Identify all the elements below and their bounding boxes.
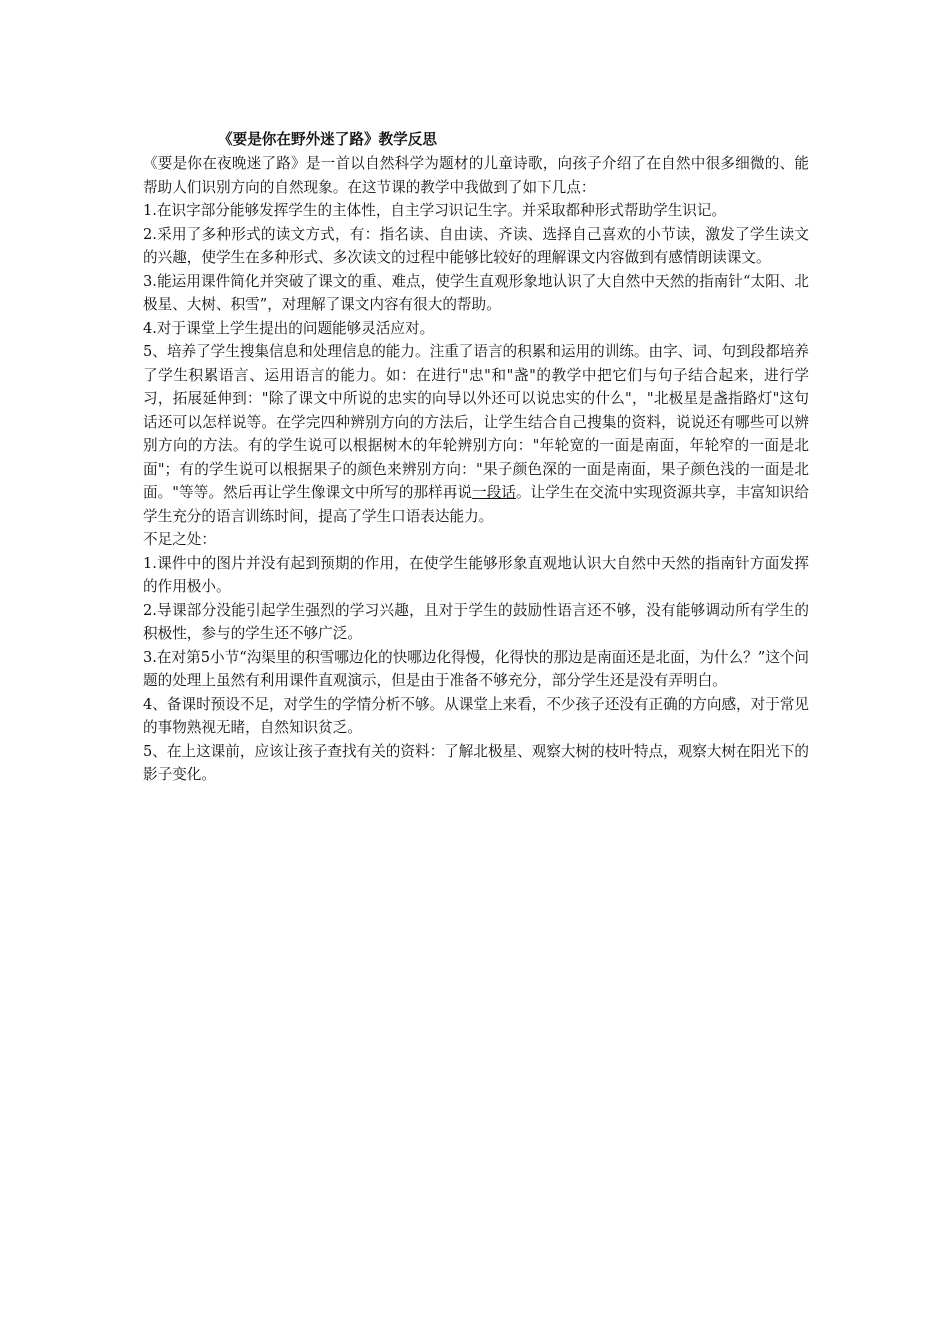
shortcoming-5: 5、在上这课前，应该让孩子查找有关的资料：了解北极星、观察大树的枝叶特点，观察大树在阳光下的影子变化。 [143, 742, 810, 783]
point-4: 4.对于课堂上学生提出的问题能够灵活应对。 [143, 319, 435, 337]
document-title: 《要是你在野外迷了路》教学反思 [218, 131, 437, 148]
point-2: 2.采用了多种形式的读文方式，有：指名读、自由读、齐读、选择自己喜欢的小节读，激发了学生读文的兴趣，使学生在多种形式、多次读文的过程中能够比较好的理解课文内容做到有感情朗读课文。 [143, 225, 809, 266]
point-5-text-b: 。让学生在交流中实现资源共享，丰富知识给学生充分的语言训练时间，提高了学生口语表达能力。 [143, 484, 809, 525]
shortcoming-2: 2.导课部分没能引起学生强烈的学习兴趣，且对于学生的鼓励性语言还不够，没有能够调动所有学生的积极性，参与的学生还不够广泛。 [143, 601, 809, 642]
document-body [143, 128, 809, 787]
shortcoming-1: 1.课件中的图片并没有起到预期的作用，在使学生能够形象直观地认识大自然中天然的指南针方面发挥的作用极小。 [143, 554, 809, 595]
shortcomings-heading: 不足之处： [143, 531, 216, 548]
shortcoming-3: 3.在对第5小节“沟渠里的积雪哪边化的快哪边化得慢，化得快的那边是南面还是北面，为什么？”这个问题的处理上虽然有利用课件直观演示，但是由于准备不够充分，部分学生还是没有弄明白。 [143, 648, 809, 689]
shortcoming-4: 4、备课时预设不足，对学生的学情分析不够。从课堂上来看，不少孩子还没有正确的方向感，对于常见的事物熟视无睹，自然知识贫乏。 [143, 695, 810, 736]
point-3: 3.能运用课件简化并突破了课文的重、难点，使学生直观形象地认识了大自然中天然的指南针“太阳、北极星、大树、积雪”，对理解了课文内容有很大的帮助。 [143, 272, 809, 313]
point-1: 1.在识字部分能够发挥学生的主体性，自主学习识记生字。并采取都种形式帮助学生识记。 [143, 202, 727, 219]
point-5-text-a: 5、培养了学生搜集信息和处理信息的能力。注重了语言的积累和运用的训练。由字、词、句到段都培养了学生积累语言、运用语言的能力。如：在进行"忠"和"盏"的教学中把它们与句子结合起来，进行学习，拓展延伸到："除了课文中所说的忠实的向导以外还可以说忠实的什么"，"北极星是盏指路灯"这句话还可以怎样说等。在学完四种辨别方向的方法后，让学生结合自己搜集的资料，说说还有哪些可以辨别方向的方法。有的学生说可以根据树木的年轮辨别方向："年轮宽的一面是南面，年轮窄的一面是北面"；有的学生说可以根据果子的颜色来辨别方向："果子颜色深的一面是南面，果子颜色浅的一面是北面。"等等。然后再让学生像课文中所写的那样再说 [143, 343, 810, 501]
point-5-underlined: 一段话 [472, 484, 517, 501]
intro-paragraph: 《要是你在夜晚迷了路》是一首以自然科学为题材的儿童诗歌，向孩子介绍了在自然中很多细微的、能帮助人们识别方向的自然现象。在这节课的教学中我做到了如下几点： [143, 155, 809, 196]
point-5 [143, 340, 809, 528]
